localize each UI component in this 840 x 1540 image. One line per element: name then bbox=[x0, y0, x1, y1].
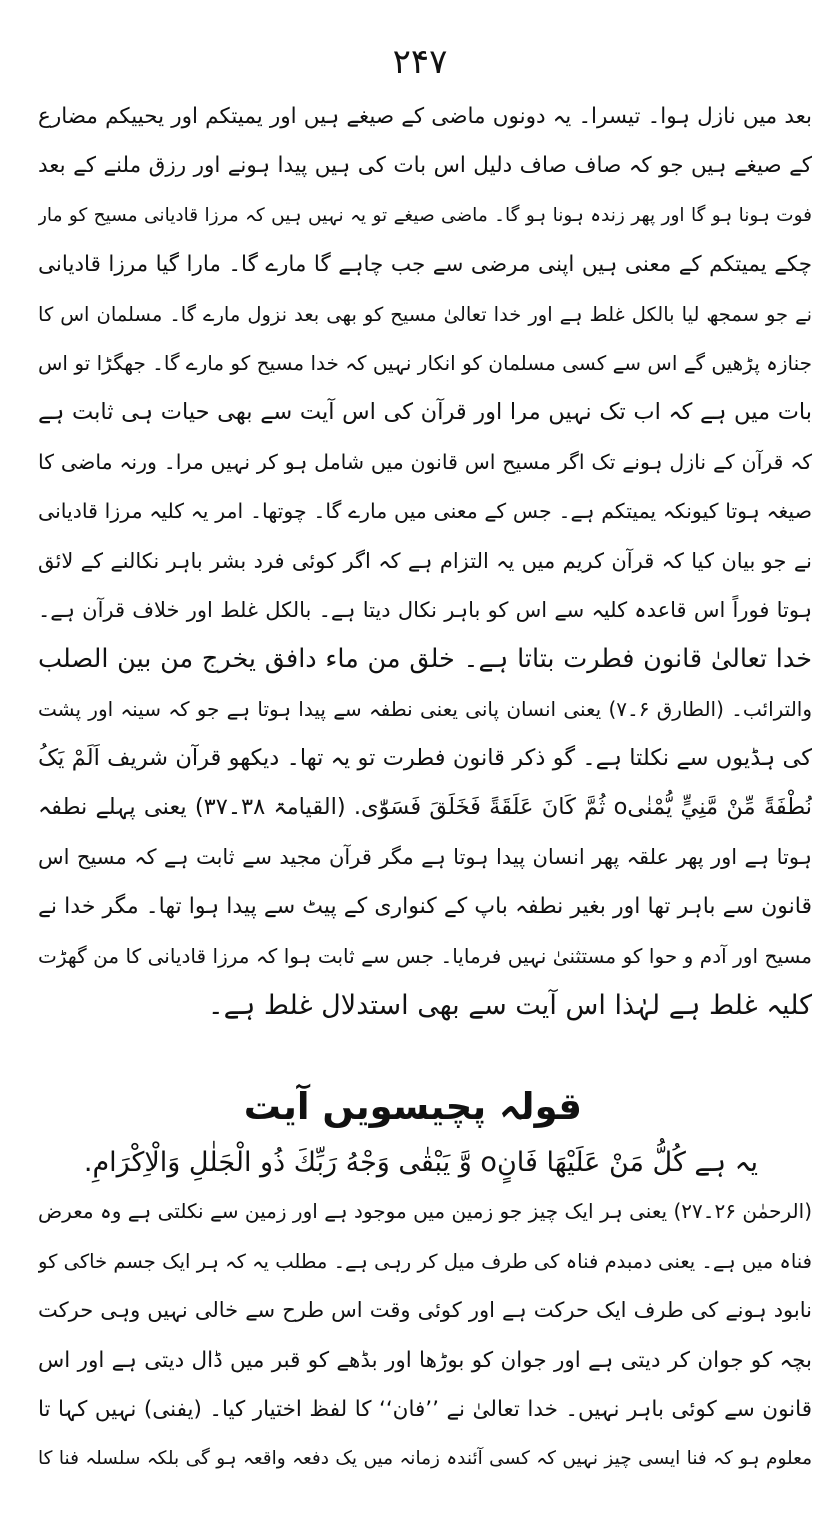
text-line: نے جو بیان کیا کہ قرآن کریم میں یہ التزام ہے کہ اگر کوئی فرد بشر باہر نکالنے کے لائق bbox=[38, 548, 812, 573]
text-line: بات میں ہے کہ اب تک نہیں مرا اور قرآن کی اس آیت سے بھی حیات ہی ثابت ہے bbox=[38, 399, 812, 426]
page-number: ۲۴۷ bbox=[392, 42, 448, 82]
quran-verse-line: یہ ہے كُلُّ مَنْ عَلَيْهَا فَانٍo وَّ يَبْقٰى وَجْهُ رَبِّكَ ذُو الْجَلٰلِ وَالْاِكْرَامِ. bbox=[83, 1147, 758, 1178]
section-heading: قولہ پچیسویں آیت bbox=[243, 1085, 582, 1128]
text-line: قانون سے باہر تھا اور بغیر نطفہ باپ کے کنواری کے پیٹ سے پیدا ہوا تھا۔ مگر خدا نے bbox=[38, 894, 812, 920]
text-line: کی ہڈیوں سے نکلتا ہے۔ گو ذکر قانون فطرت تو یہ تھا۔ دیکھو قرآن شریف اَلَمْ یَکُ bbox=[38, 745, 812, 772]
text-line: مسیح اور آدم و حوا کو مستثنیٰ نہیں فرمایا۔ جس سے ثابت ہوا کہ مرزا قادیانی کا من گھڑت bbox=[38, 943, 812, 968]
text-line: قانون سے کوئی باہر نہیں۔ خدا تعالیٰ نے ’’فان‘‘ کا لفظ اختیار کیا۔ (یفنی) نہیں کہا تا bbox=[38, 1396, 812, 1422]
text-line: ہوتا ہے اور پھر علقہ پھر انسان پیدا ہوتا ہے مگر قرآن مجید سے ثابت ہے کہ مسیح اس bbox=[38, 844, 812, 869]
text-line: (الرحمٰن ۲۶۔۲۷) یعنی ہر ایک چیز جو زمین میں موجود ہے اور زمین سے نکلتی ہے وہ معرض bbox=[38, 1199, 812, 1224]
text-line: بچہ کو جوان کر دیتی ہے اور جوان کو بوڑھا اور بڈھے کو قبر میں ڈال دیتی ہے اور اس bbox=[38, 1347, 812, 1373]
text-line: والترائب۔ (الطارق ۶۔۷) یعنی انسان پانی یعنی نطفہ سے پیدا ہوتا ہے جو کہ سینہ اور پشت bbox=[38, 696, 812, 721]
text-line: نُطْفَةً مِّنْ مَّنِيٍّ يُّمْنٰیo ثُمَّ كَانَ عَلَقَةً فَخَلَقَ فَسَوّٰی. (القیامۃ ۳۸۔۳۷) یعنی پہلے نطفہ bbox=[38, 794, 812, 821]
text-line: چکے یمیتکم کے معنی ہیں اپنی مرضی سے جب چاہے گا مارے گا۔ مارا گیا مرزا قادیانی bbox=[38, 252, 812, 278]
text-line: بعد میں نازل ہوا۔ تیسرا۔ یہ دونوں ماضی کے صیغے ہیں اور یمیتکم اور یحییکم مضارع bbox=[38, 104, 812, 129]
text-line: کے صیغے ہیں جو کہ صاف صاف دلیل اس بات کی ہیں پیدا ہونے اور رزق ملنے کے بعد bbox=[38, 153, 812, 179]
text-line: نابود ہونے کی طرف ایک حرکت ہے اور کوئی وقت اس طرح سے خالی نہیں وہی حرکت bbox=[38, 1298, 812, 1323]
text-line: کہ قرآن کے نازل ہونے تک اگر مسیح اس قانون میں شامل ہو کر نہیں مرا۔ ورنہ ماضی کا bbox=[38, 449, 812, 474]
paragraph-2 bbox=[38, 1138, 812, 1484]
text-line: صیغہ ہوتا کیونکہ یمیتکم ہے۔ جس کے معنی میں مارے گا۔ چوتھا۔ امر یہ کلیہ مرزا قادیانی bbox=[38, 499, 812, 524]
text-line: نے جو سمجھ لیا بالکل غلط ہے اور خدا تعالیٰ مسیح کو بھی بعد نزول مارے گا۔ مسلمان اس کا bbox=[38, 302, 812, 326]
text-line: فناہ میں ہے۔ یعنی دمبدم فناہ کی طرف میل کر رہی ہے۔ مطلب یہ کہ ہر ایک جسم خاکی کو bbox=[38, 1249, 812, 1273]
paragraph-1 bbox=[38, 92, 812, 1030]
text-line: معلوم ہو کہ فنا ایسی چیز نہیں کہ کسی آئندہ زمانہ میں یک دفعہ واقعہ ہو گی بلکہ سلسلہ فنا کا bbox=[38, 1448, 812, 1470]
text-line: جنازہ پڑھیں گے اس سے کسی مسلمان کو انکار نہیں کہ خدا مسیح کو مارے گا۔ جھگڑا تو اس bbox=[38, 350, 812, 375]
text-line: ہوتا فوراً اس قاعدہ کلیہ سے اس کو باہر نکال دیتا ہے۔ بالکل غلط اور خلاف قرآن ہے۔ bbox=[38, 597, 812, 622]
text-line: کلیہ غلط ہے لہٰذا اس آیت سے بھی استدلال غلط ہے۔ bbox=[207, 990, 812, 1022]
text-line: فوت ہونا ہو گا اور پھر زندہ ہونا ہو گا۔ ماضی صیغے تو یہ نہیں ہیں کہ مرزا قادیانی مسیح کو مار bbox=[38, 204, 812, 226]
text-line: خدا تعالیٰ قانون فطرت بتاتا ہے۔ خلق من ماء دافق یخرج من بین الصلب bbox=[38, 644, 812, 675]
